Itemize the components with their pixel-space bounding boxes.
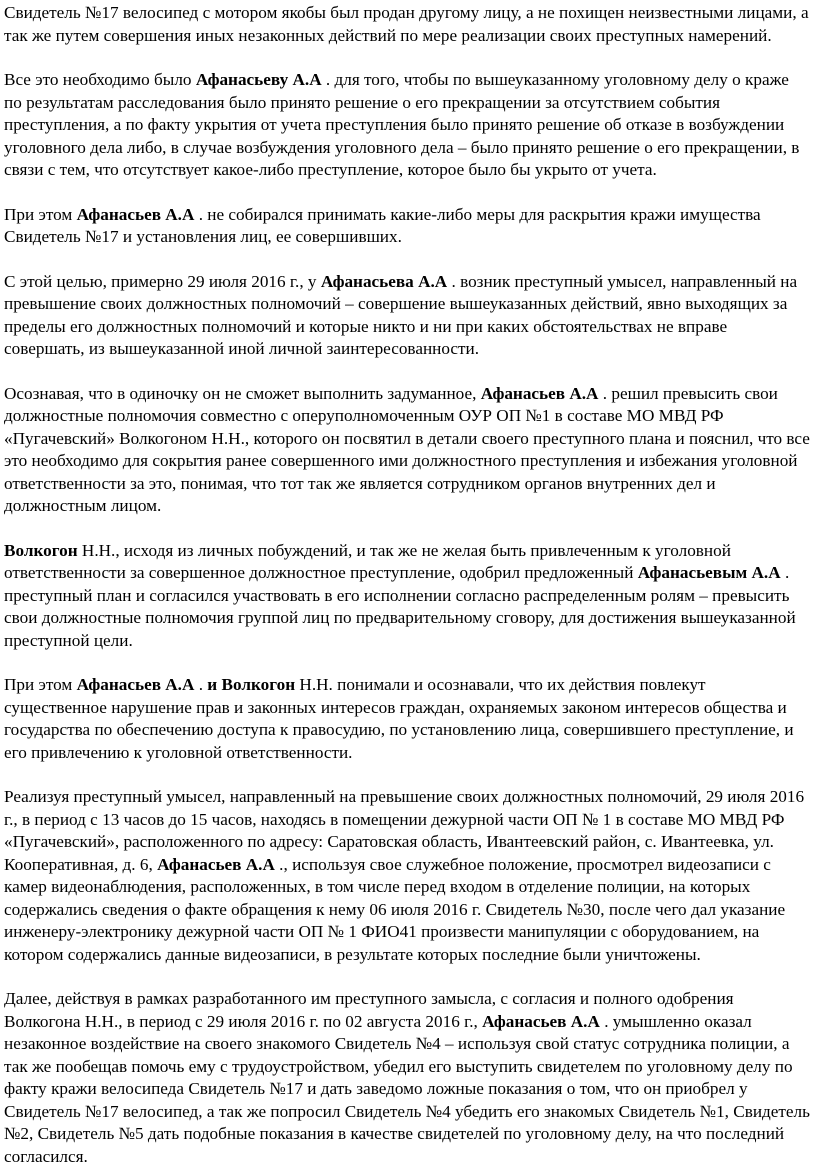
paragraph-7: При этом Афанасьев А.А . и Волкогон Н.Н. понимали и осознавали, что их действия повлекут существенное нарушение прав и законных интересов граждан, охраняемых законом интересов общества и государства по обеспечению доступа к правосудию, по установлению лица, совершившего преступление, и его привлечению к уголовной ответственности. [4,675,794,762]
person-name: Волкогон [4,540,78,560]
person-name: Афанасьева А.А [320,271,448,291]
paragraph-5: Осознавая, что в одиночку он не сможет выполнить задуманное, Афанасьев А.А . решил превысить свои должностные полномочия совместно с оперуполномоченным ОУР ОП №1 в составе МО МВД РФ «Пугачевский» Волкогоном Н.Н., которого он посвятил в детали своего преступного плана и пояснил, что все это необходимо для сокрытия ранее совершенного ими должностного преступления и избежания уголовной ответственности за это, понимая, что тот так же является сотрудником органов внутренних дел и должностным лицом. [4,383,810,515]
person-name: Афанасьев А.А [76,675,195,694]
paragraph-4: С этой целью, примерно 29 июля 2016 г., у Афанасьева А.А . возник преступный умысел, направленный на превышение своих должностных полномочий – совершение вышеуказанных действий, явно выходящих за пределы его должностных полномочий и которые никто и ни при каких обстоятельствах не вправе совершать, из вышеуказанной иной личной заинтересованности. [4,271,798,358]
paragraph-6: Волкогон Н.Н., исходя из личных побуждений, и так же не желая быть привлеченным к уголовной ответственности за совершенное должностное преступление, одобрил предложенный Афанасьевым А.А . преступный план и согласился участвовать в его исполнении согласно распределенным ролям – превысить свои должностные полномочия группой лиц по предварительному сговору, для достижения вышеуказанной преступной цели. [4,540,796,650]
person-name: Афанасьев А.А [157,854,275,874]
person-name: Афанасьевым А.А [637,563,781,582]
person-name: и Волкогон [207,675,296,694]
person-name: Афанасьеву А.А [195,70,322,89]
person-name: Афанасьев А.А [480,383,599,403]
paragraph-9: Далее, действуя в рамках разработанного им преступного замысла, с согласия и полного одобрения Волкогона Н.Н., в период с 29 июля 2016 г. по 02 августа 2016 г., Афанасьев А.А . умышленно оказал незаконное воздействие на своего знакомого Свидетель №4 – используя свой статус сотрудника полиции, а так же пообещав помочь ему с трудоустройством, убедил его выступить свидетелем по уголовному делу по факту кражи велосипеда Свидетель №17 и дать заведомо ложные показания о том, что он приобрел у Свидетель №17 велосипед, а так же попросил Свидетель №4 убедить его знакомых Свидетель №1, Свидетель №2, Свидетель №5 дать подобные показания в качестве свидетелей по уголовному делу, на что последний согласился. [4,989,810,1166]
paragraph-2: Все это необходимо было Афанасьеву А.А . для того, чтобы по вышеуказанному уголовному делу о краже по результатам расследования было принято решение о его прекращении за отсутствием события преступления, а по факту укрытия от учета преступления было принято решение об отказе в возбуждении уголовного дела либо, в случае возбуждения уголовного дела – было принято решение о его прекращении, в связи с тем, что отсутствует какое-либо преступление, которое было бы укрыто от учета. [4,70,800,179]
person-name: Афанасьев А.А [482,1011,600,1031]
paragraph-1: Свидетель №17 велосипед с мотором якобы был продан другому лицу, а не похищен неизвестными лицами, а так же путем совершения иных незаконных действий по мере реализации своих преступных намерений. [4,3,809,45]
paragraph-3: При этом Афанасьев А.А . не собирался принимать какие-либо меры для раскрытия кражи имущества Свидетель №17 и установления лиц, ее совершивших. [4,204,761,246]
paragraph-8: Реализуя преступный умысел, направленный на превышение своих должностных полномочий, 29 июля 2016 г., в период с 13 часов до 15 часов, находясь в помещении дежурной части ОП № 1 в составе МО МВД РФ «Пугачевский», расположенного по адресу: Саратовская область, Ивантеевский район, с. Ивантеевка, ул. Кооперативная, д. 6, Афанасьев А.А ., используя свое служебное положение, просмотрел видеозаписи с камер видеонаблюдения, расположенных, в том числе перед входом в отделение полиции, на которых содержались сведения о факте обращения к нему 06 июля 2016 г. Свидетель №30, после чего дал указание инженеру-электронику дежурной части ОП № 1 ФИО41 произвести манипуляции с оборудованием, на котором содержались данные видеозаписи, в результате которых последние были уничтожены. [4,787,805,964]
person-name: Афанасьев А.А [76,204,195,224]
